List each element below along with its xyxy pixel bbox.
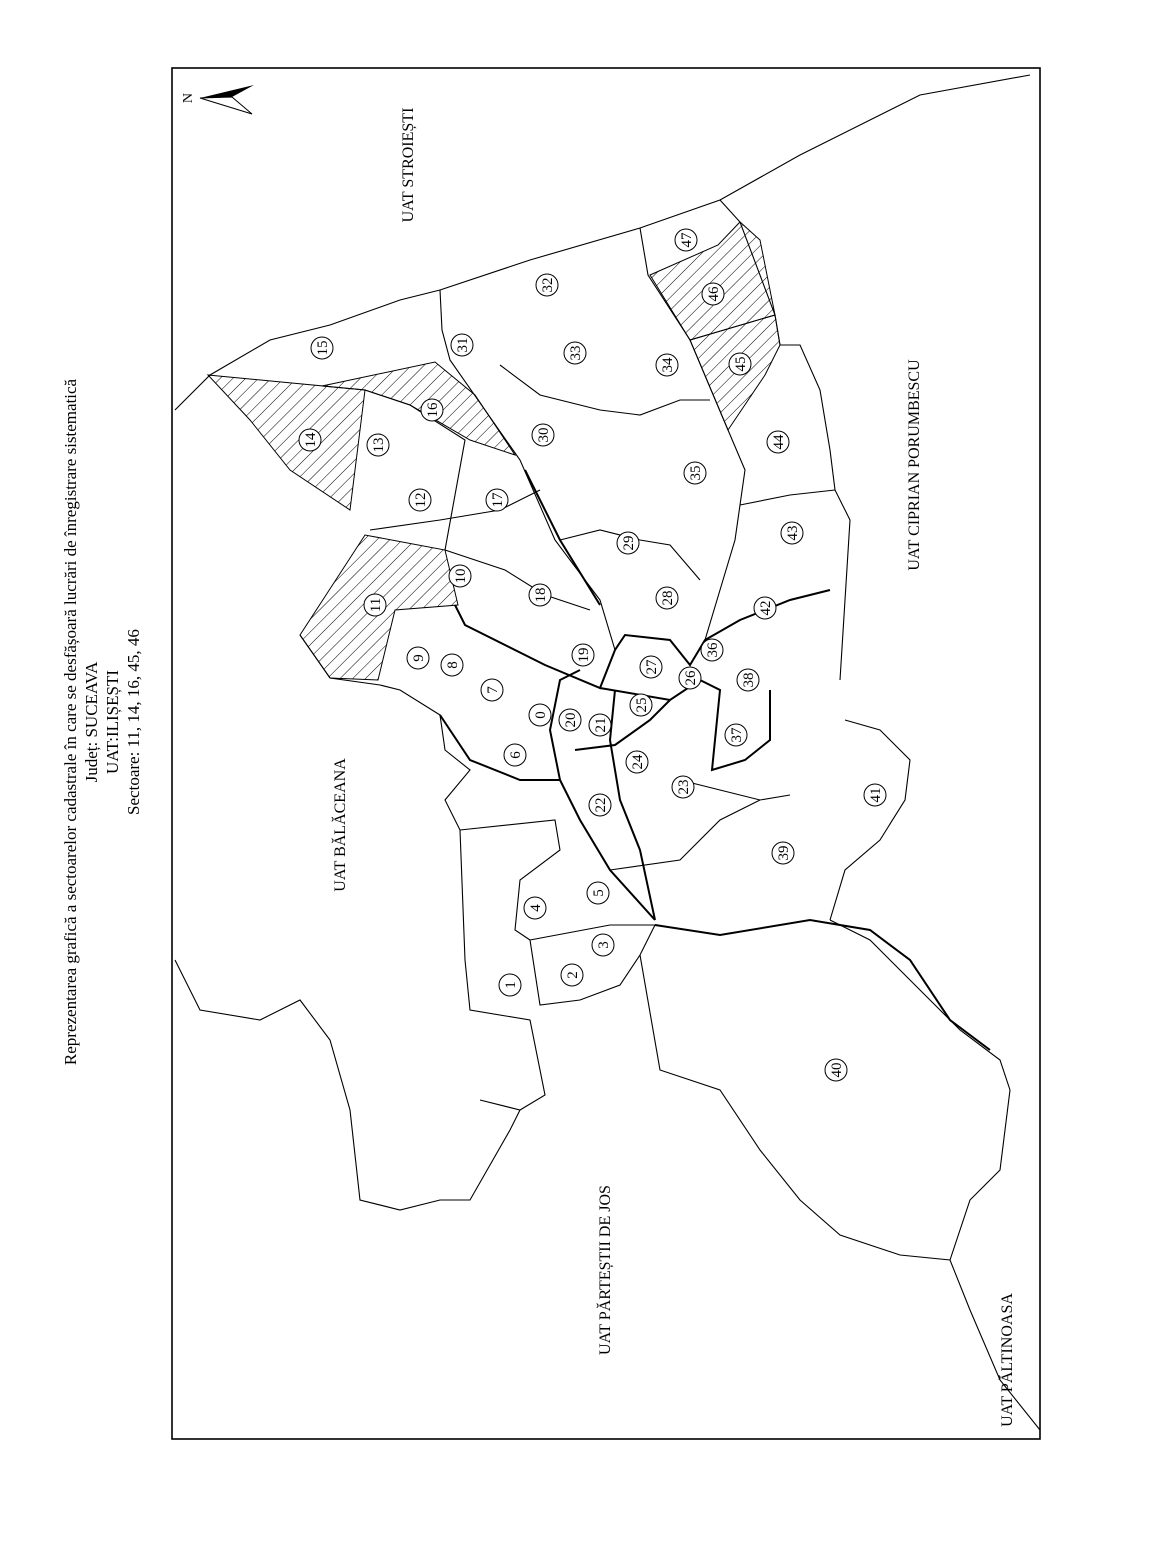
sector-number-17: 17 [490,492,506,508]
sector-number-38: 38 [741,672,757,688]
north-label: N [181,92,196,104]
sector-label-22 [589,794,611,816]
sectors-list-label: Sectoare: 11, 14, 16, 45, 46 [124,629,143,815]
uat-label: UAT:ILIȘEȘTI [103,670,122,774]
sector-number-9: 9 [411,654,427,662]
sector-number-26: 26 [683,670,699,686]
sector-label-19 [572,644,594,666]
sector-label-25 [630,694,652,716]
sector-label-28 [656,587,678,609]
sector-number-33: 33 [568,345,584,361]
sector-number-44: 44 [771,434,787,450]
sector-label-44 [767,431,789,453]
sector-label-5 [587,882,609,904]
sector-label-41 [864,784,886,806]
sector-label-7 [481,679,503,701]
sector-label-30 [532,424,554,446]
sector-label-17 [486,489,508,511]
sector-number-1: 1 [503,981,519,989]
sector-number-37: 37 [729,727,745,743]
sector-label-33 [564,342,586,364]
neighbor-paltinoasa: UAT PĂLTINOASA [999,1293,1016,1427]
sector-number-40: 40 [829,1062,845,1078]
sector-number-4: 4 [528,904,544,912]
highlighted-sectors [208,222,780,680]
sector-number-11: 11 [368,597,384,613]
sector-number-45: 45 [733,356,749,372]
sector-label-37 [725,724,747,746]
sector-label-13 [367,434,389,456]
sector-number-42: 42 [758,600,774,616]
sector-14-area [208,375,365,510]
sector-label-3 [592,934,614,956]
sector-label-8 [441,654,463,676]
sector-number-14: 14 [303,432,319,448]
sector-label-6 [504,744,526,766]
sector-number-6: 6 [508,751,524,759]
sector-number-32: 32 [540,277,556,293]
sector-label-9 [407,647,429,669]
sector-number-21: 21 [593,717,609,733]
sector-number-20: 20 [563,712,579,728]
sector-label-15 [311,337,333,359]
sector-number-5: 5 [591,889,607,897]
sector-label-10 [449,565,471,587]
sector-label-38 [737,669,759,691]
sector-label-31 [451,334,473,356]
sector-label-45 [729,353,751,375]
neighbor-balaceana: UAT BĂLĂCEANA [332,758,349,892]
sector-number-46: 46 [706,286,722,302]
sector-label-21 [589,714,611,736]
sector-number-47: 47 [679,232,695,248]
sector-number-30: 30 [536,427,552,443]
sector-number-19: 19 [576,647,592,663]
sector-labels [299,229,886,1081]
sector-label-12 [409,489,431,511]
neighbor-ciprian: UAT CIPRIAN PORUMBESCU [906,359,923,571]
sector-number-2: 2 [565,971,581,979]
sector-number-8: 8 [445,661,461,669]
sector-number-36: 36 [705,642,721,658]
sector-label-2 [561,964,583,986]
sector-number-12: 12 [413,492,429,508]
sector-number-18: 18 [533,587,549,603]
sector-label-26 [679,667,701,689]
sector-number-29: 29 [621,535,637,551]
sector-number-25: 25 [634,697,650,713]
sector-number-41: 41 [868,787,884,803]
sector-number-7: 7 [485,686,501,694]
sector-label-34 [656,354,678,376]
sector-label-46 [702,283,724,305]
sector-label-35 [684,462,706,484]
sector-label-40 [825,1059,847,1081]
county-label: Județ: SUCEAVA [82,661,101,783]
map-title: Reprezentarea grafică a sectoarelor cadastrale în care se desfășoară lucrări de înregistrare sistematică [61,378,80,1066]
north-arrow-icon [181,85,254,114]
sector-label-32 [536,274,558,296]
sector-label-39 [772,842,794,864]
sector-label-27 [640,656,662,678]
sector-number-35: 35 [688,465,704,481]
sector-number-28: 28 [660,590,676,606]
sector-number-22: 22 [593,797,609,813]
sector-label-18 [529,584,551,606]
sector-number-23: 23 [676,779,692,795]
sector-number-3: 3 [596,941,612,949]
sector-label-11 [364,594,386,616]
sector-label-1 [499,974,521,996]
neighbor-stroiesti: UAT STROIEȘTI [400,107,417,223]
map-header [61,378,143,1065]
sector-label-20 [559,709,581,731]
sector-number-0: 0 [533,711,549,719]
sector-label-23 [672,776,694,798]
sector-number-16: 16 [425,402,441,418]
sector-label-43 [781,522,803,544]
sector-label-36 [701,639,723,661]
sector-label-4 [524,897,546,919]
sector-number-15: 15 [315,340,331,356]
sector-label-29 [617,532,639,554]
sector-number-27: 27 [644,659,660,675]
sector-number-24: 24 [630,754,646,770]
sector-label-47 [675,229,697,251]
sector-label-24 [626,751,648,773]
sector-label-42 [754,597,776,619]
neighbor-partesti: UAT PĂRTEȘTII DE JOS [597,1185,614,1355]
sector-number-34: 34 [660,357,676,373]
sector-number-10: 10 [453,568,469,584]
sector-number-39: 39 [776,845,792,861]
sector-number-43: 43 [785,525,801,541]
sector-number-13: 13 [371,437,387,453]
sector-label-14 [299,429,321,451]
sector-label-0 [529,704,551,726]
sector-label-16 [421,399,443,421]
sector-number-31: 31 [455,337,471,353]
